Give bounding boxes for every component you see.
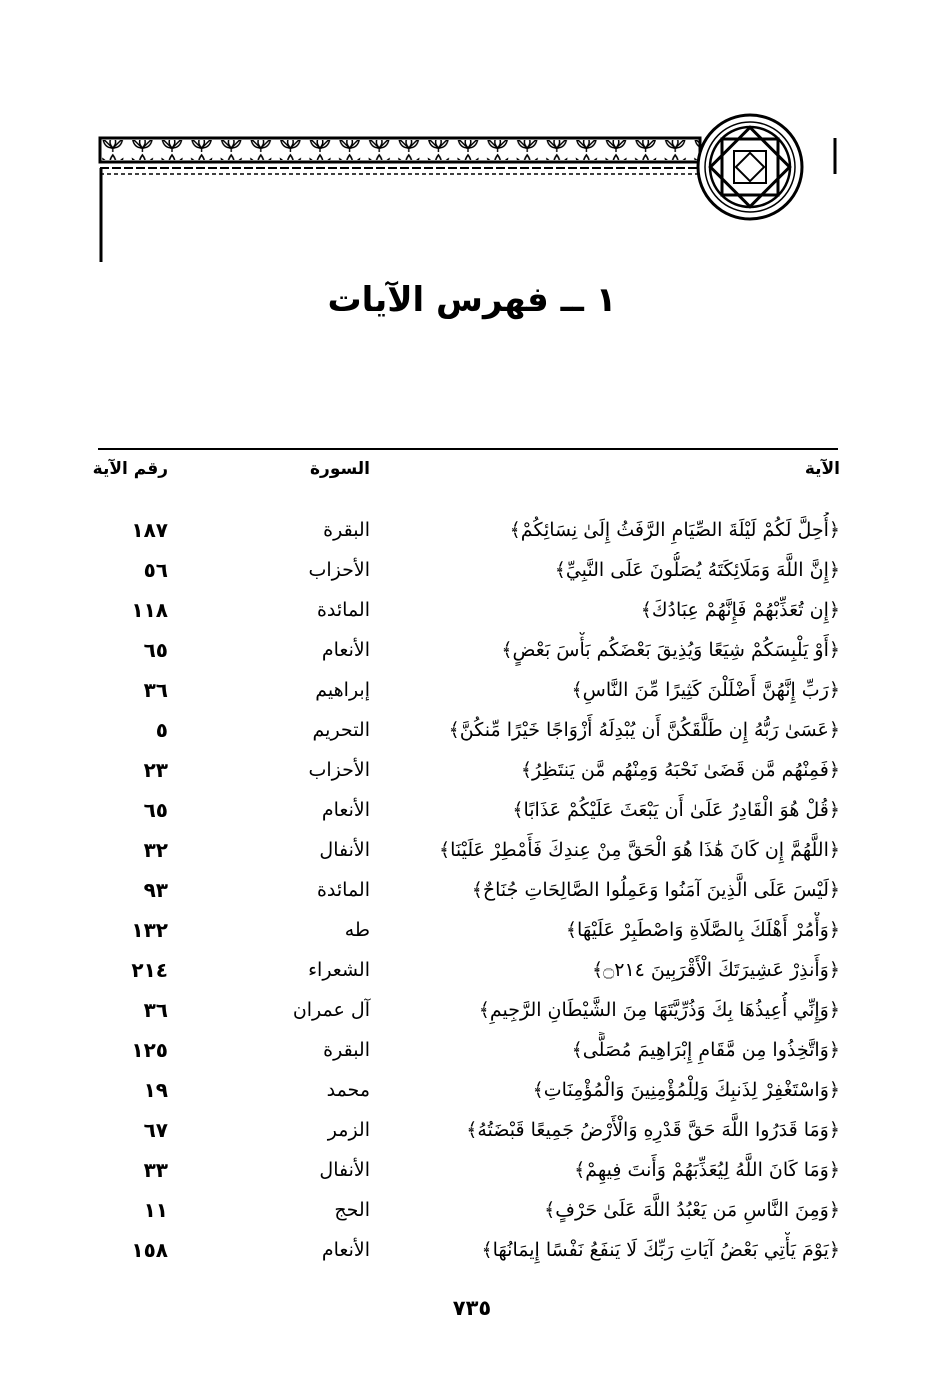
surah-name: المائدة (316, 599, 370, 621)
surah-name: التحريم (312, 719, 370, 741)
surah-column-header: السورة (310, 459, 370, 479)
verse-text: ﴿وَإِنِّي أُعِيذُهَا بِكَ وَذُرِّيَّتَهَا مِنَ الشَّيْطَانِ الرَّجِيمِ﴾ (478, 999, 840, 1021)
table-row (0, 1032, 944, 1072)
ayah-number: ٣٢ (143, 838, 168, 862)
table-header-rule (98, 448, 838, 450)
ayah-number: ٣٦ (143, 998, 168, 1022)
surah-name: آل عمران (292, 999, 370, 1021)
verse-text: ﴿إِن تُعَذِّبْهُمْ فَإِنَّهُمْ عِبَادُكَ﴾ (640, 599, 840, 621)
surah-name: الزمر (327, 1119, 370, 1141)
verse-text: ﴿رَبِّ إِنَّهُنَّ أَضْلَلْنَ كَثِيرًا مِّنَ النَّاسِ﴾ (571, 679, 840, 701)
verse-text: ﴿لَيْسَ عَلَى الَّذِينَ آمَنُوا وَعَمِلُوا الصَّالِحَاتِ جُنَاحٌ﴾ (471, 879, 840, 901)
ayah-number: ١٢٥ (131, 1038, 168, 1062)
verse-text: ﴿أُحِلَّ لَكُمْ لَيْلَةَ الصِّيَامِ الرَّفَثُ إِلَىٰ نِسَائِكُمْ﴾ (509, 519, 840, 541)
table-row (0, 952, 944, 992)
verse-text: ﴿وَمَا كَانَ اللَّهُ لِيُعَذِّبَهُمْ وَأَنتَ فِيهِمْ﴾ (574, 1159, 840, 1181)
surah-name: إبراهيم (315, 679, 370, 701)
ayah-number: ١٣٢ (131, 918, 168, 942)
ayah-number: ٩٣ (143, 878, 168, 902)
surah-name: طه (344, 919, 370, 941)
verse-text: ﴿إِنَّ اللَّهَ وَمَلَائِكَتَهُ يُصَلُّونَ عَلَى النَّبِيِّ﴾ (554, 559, 840, 581)
surah-name: الأنعام (321, 639, 370, 661)
table-row (0, 552, 944, 592)
table-row (0, 992, 944, 1032)
ayah-number: ١١ (143, 1198, 168, 1222)
ayah-number-column-header: رقم الآية (92, 459, 168, 479)
verse-text: ﴿أَوْ يَلْبِسَكُمْ شِيَعًا وَيُذِيقَ بَعْضَكُم بَأْسَ بَعْضٍ﴾ (501, 639, 840, 661)
ayah-number: ٢١٤ (131, 958, 168, 982)
table-row (0, 1112, 944, 1152)
verse-text: ﴿اللَّهُمَّ إِن كَانَ هَٰذَا هُوَ الْحَقَّ مِنْ عِندِكَ فَأَمْطِرْ عَلَيْنَا﴾ (438, 839, 840, 861)
table-row (0, 832, 944, 872)
ayah-number: ٦٧ (143, 1118, 168, 1142)
table-row (0, 632, 944, 672)
ayah-number: ١٨٧ (131, 518, 168, 542)
ayah-number: ٥٦ (143, 558, 168, 582)
table-row (0, 1192, 944, 1232)
verse-text: ﴿وَأَنذِرْ عَشِيرَتَكَ الْأَقْرَبِينَ ۝٢١٤﴾ (591, 959, 840, 981)
surah-name: الأنفال (319, 1159, 370, 1181)
medallion-ornament-icon (698, 115, 802, 219)
table-row (0, 1152, 944, 1192)
verse-text: ﴿وَأْمُرْ أَهْلَكَ بِالصَّلَاةِ وَاصْطَبِرْ عَلَيْهَا﴾ (565, 919, 840, 941)
verse-text: ﴿قُلْ هُوَ الْقَادِرُ عَلَىٰ أَن يَبْعَثَ عَلَيْكُمْ عَذَابًا﴾ (512, 799, 840, 821)
table-row (0, 672, 944, 712)
verse-text: ﴿يَوْمَ يَأْتِي بَعْضُ آيَاتِ رَبِّكَ لَا يَنفَعُ نَفْسًا إِيمَانُهَا﴾ (481, 1239, 840, 1261)
table-row (0, 752, 944, 792)
surah-name: البقرة (323, 519, 370, 541)
ayah-number: ٢٣ (143, 758, 168, 782)
verse-column-header: الآية (804, 459, 840, 479)
ayah-number: ٣٣ (143, 1158, 168, 1182)
verse-text: ﴿فَمِنْهُم مَّن قَضَىٰ نَحْبَهُ وَمِنْهُم مَّن يَنتَظِرُ﴾ (520, 759, 840, 781)
ayah-number: ١٥٨ (131, 1238, 168, 1262)
ayah-number: ٦٥ (143, 798, 168, 822)
ayah-number: ٥ (155, 718, 168, 742)
chapter-title: ١ ــ فهرس الآيات (327, 280, 617, 320)
verse-text: ﴿وَاتَّخِذُوا مِن مَّقَامِ إِبْرَاهِيمَ مُصَلًّى﴾ (571, 1039, 840, 1061)
verse-text: ﴿وَمَا قَدَرُوا اللَّهَ حَقَّ قَدْرِهِ وَالْأَرْضُ جَمِيعًا قَبْضَتُهُ﴾ (466, 1119, 840, 1141)
table-row (0, 1072, 944, 1112)
surah-name: الأحزاب (308, 759, 370, 781)
surah-name: الأحزاب (308, 559, 370, 581)
verse-text: ﴿وَمِنَ النَّاسِ مَن يَعْبُدُ اللَّهَ عَلَىٰ حَرْفٍ﴾ (544, 1199, 840, 1221)
surah-name: الحج (334, 1199, 370, 1221)
table-row (0, 512, 944, 552)
page-number: ٧٣٥ (452, 1296, 492, 1320)
ayah-number: ٣٦ (143, 678, 168, 702)
table-row (0, 712, 944, 752)
table-row (0, 872, 944, 912)
verse-text: ﴿وَاسْتَغْفِرْ لِذَنبِكَ وَلِلْمُؤْمِنِينَ وَالْمُؤْمِنَاتِ﴾ (532, 1079, 840, 1101)
surah-name: الأنعام (321, 799, 370, 821)
chapter-frame-ornament (98, 112, 838, 262)
surah-name: الأنفال (319, 839, 370, 861)
table-row (0, 792, 944, 832)
surah-name: الأنعام (321, 1239, 370, 1261)
table-row (0, 912, 944, 952)
surah-name: البقرة (323, 1039, 370, 1061)
ayah-number: ٦٥ (143, 638, 168, 662)
surah-name: الشعراء (308, 959, 370, 981)
surah-name: محمد (326, 1079, 370, 1101)
verse-text: ﴿عَسَىٰ رَبُّهُ إِن طَلَّقَكُنَّ أَن يُبْدِلَهُ أَزْوَاجًا خَيْرًا مِّنكُنَّ﴾ (448, 719, 840, 741)
table-row (0, 592, 944, 632)
ayah-number: ١١٨ (131, 598, 168, 622)
surah-name: المائدة (316, 879, 370, 901)
ayah-number: ١٩ (143, 1078, 168, 1102)
table-row (0, 1232, 944, 1272)
